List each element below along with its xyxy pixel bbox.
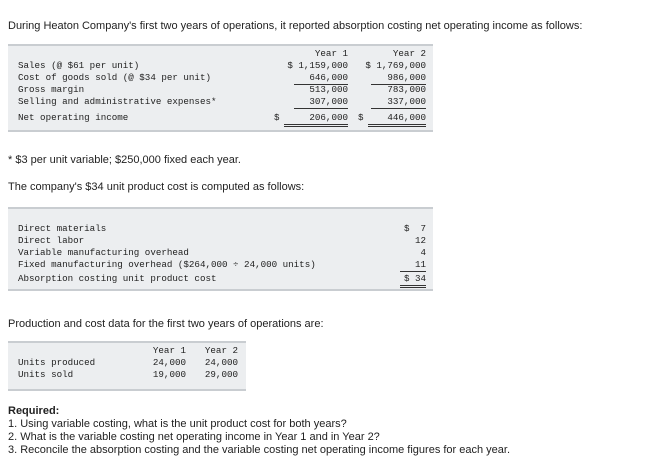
production-intro: Production and cost data for the first two years of operations are: <box>8 318 324 330</box>
row-label-direct-labor: Direct labor <box>18 235 85 246</box>
direct-labor-value: 12 <box>414 235 426 246</box>
sales-year2: $ 1,769,000 <box>365 60 426 71</box>
required-heading: Required: <box>8 405 60 417</box>
unit-cost-table <box>8 207 433 291</box>
gross-margin-year1: 513,000 <box>309 84 348 95</box>
required-item-3: 3. Reconcile the absorption costing and the variable costing net operating income figures for each year. <box>8 444 511 456</box>
income-header-year1: Year 1 <box>314 48 348 59</box>
row-label-fixed-overhead: Fixed manufacturing overhead ($264,000 ÷ 24,000 units) <box>18 259 316 270</box>
row-label-variable-overhead: Variable manufacturing overhead <box>18 247 189 258</box>
row-label-cogs: Cost of goods sold (@ $34 per unit) <box>18 72 211 83</box>
footnote: * $3 per unit variable; $250,000 fixed each year. <box>8 154 241 166</box>
income-header-year2: Year 2 <box>392 48 426 59</box>
variable-overhead-value: 4 <box>420 247 426 258</box>
income-statement-table <box>8 44 433 132</box>
units-produced-year1: 24,000 <box>152 357 186 368</box>
noi-year2: 446,000 <box>368 112 426 127</box>
required-item-1: 1. Using variable costing, what is the unit product cost for both years? <box>8 418 347 430</box>
units-sold-year1: 19,000 <box>152 369 186 380</box>
cogs-year2: 986,000 <box>371 72 426 85</box>
unit-cost-intro: The company's $34 unit product cost is computed as follows: <box>8 181 305 193</box>
row-label-sales: Sales (@ $61 per unit) <box>18 60 140 71</box>
row-label-gross-margin: Gross margin <box>18 84 85 95</box>
noi-year1: 206,000 <box>284 112 348 127</box>
production-table <box>8 341 246 391</box>
row-label-direct-materials: Direct materials <box>18 223 107 234</box>
cogs-year1: 646,000 <box>294 72 348 85</box>
fixed-overhead-value: 11 <box>400 259 426 272</box>
selling-admin-year1: 307,000 <box>294 96 348 109</box>
gross-margin-year2: 783,000 <box>387 84 426 95</box>
required-item-2: 2. What is the variable costing net operating income in Year 1 and in Year 2? <box>8 431 380 443</box>
required-section <box>8 405 510 457</box>
production-header-year1: Year 1 <box>152 345 186 356</box>
direct-materials-value: $ 7 <box>403 223 426 234</box>
absorption-unit-cost-value: $ 34 <box>400 273 426 288</box>
row-label-selling-admin: Selling and administrative expenses* <box>18 96 217 107</box>
noi-year1-dollar-sign: $ <box>274 112 280 123</box>
units-produced-year2: 24,000 <box>204 357 238 368</box>
row-label-absorption-unit-cost: Absorption costing unit product cost <box>18 273 217 284</box>
sales-year1: $ 1,159,000 <box>287 60 348 71</box>
row-label-net-operating-income: Net operating income <box>18 112 129 123</box>
production-header-year2: Year 2 <box>204 345 238 356</box>
row-label-units-sold: Units sold <box>18 369 74 380</box>
selling-admin-year2: 337,000 <box>371 96 426 109</box>
noi-year2-dollar-sign: $ <box>358 112 364 123</box>
intro-text: During Heaton Company's first two years of operations, it reported absorption costing net operating income as follows: <box>8 20 583 32</box>
row-label-units-produced: Units produced <box>18 357 96 368</box>
units-sold-year2: 29,000 <box>204 369 238 380</box>
